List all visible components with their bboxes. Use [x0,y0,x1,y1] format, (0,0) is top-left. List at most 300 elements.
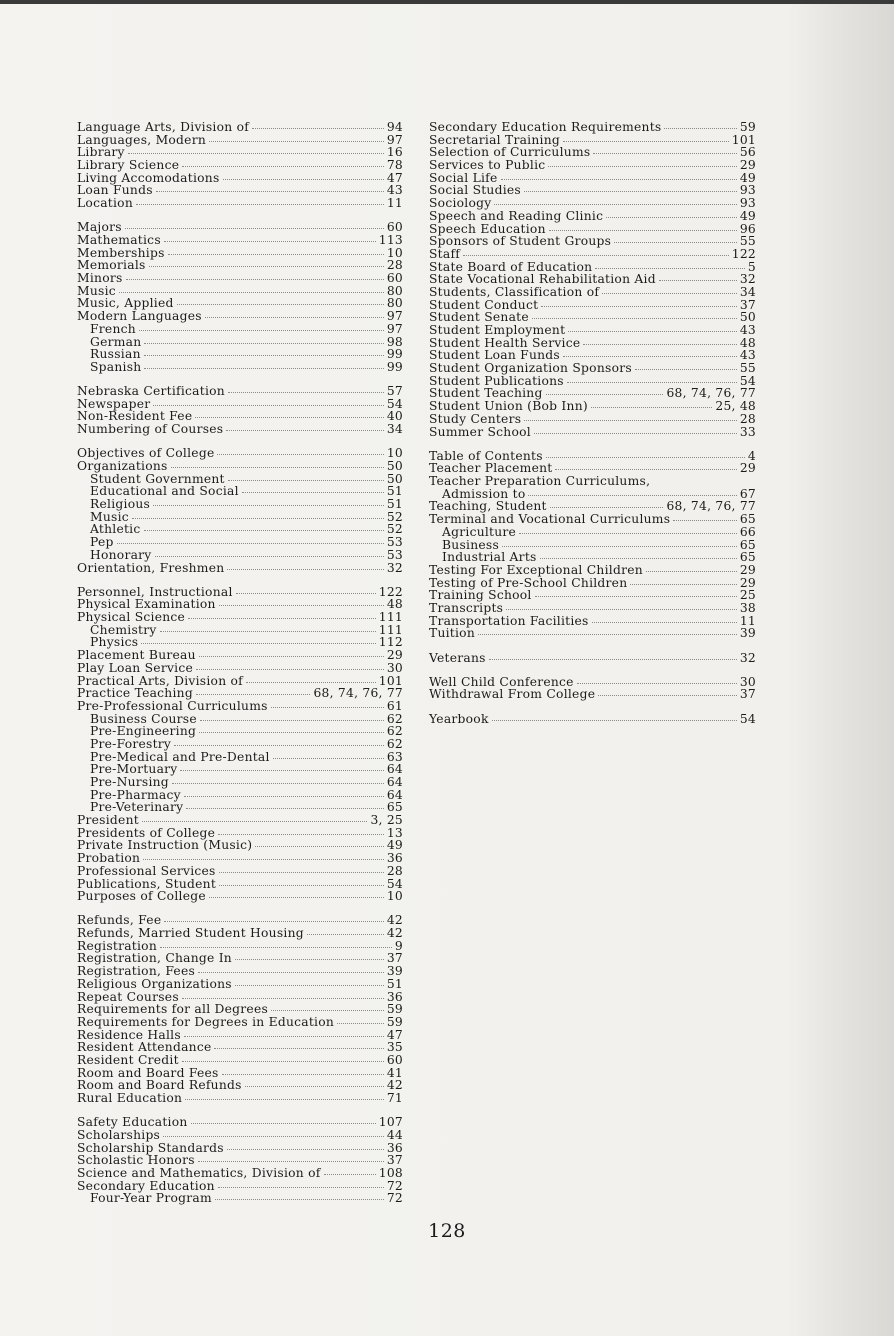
index-entry [429,615,756,628]
index-entry-label: Religious [90,497,151,512]
index-entry-page: 30 [386,660,403,675]
index-entry-page: 78 [386,158,403,173]
index-entry-label: Physical Science [77,610,186,625]
dot-leader [164,241,376,242]
index-entry [429,400,756,413]
index-entry-label: Purposes of College [77,889,206,904]
index-entry-page: 37 [386,951,403,966]
dot-leader [524,191,737,192]
index-entry-label: Yearbook [429,711,489,726]
index-entry-label: Practical Arts, Division of [77,673,243,688]
index-entry-page: 55 [739,361,756,376]
dot-leader [226,430,383,431]
dot-leader [494,204,736,205]
dot-leader [182,1061,384,1062]
index-entry-label: Orientation, Freshmen [77,560,225,575]
index-entry-page: 36 [386,989,403,1004]
index-entry [77,1003,403,1016]
dot-leader [172,783,384,784]
index-entry [429,324,756,337]
dot-leader [198,972,384,973]
index-entry-label: Athletic [90,522,141,537]
index-entry [77,361,403,374]
dot-leader [144,343,383,344]
index-entry-label: Student Organization Sponsors [429,361,632,376]
index-entry-page: 54 [386,876,403,891]
dot-leader [235,959,384,960]
index-entry-page: 60 [386,1052,403,1067]
index-entry-label: Services to Public [429,158,546,173]
index-entry-page: 65 [739,537,756,552]
dot-leader [209,141,384,142]
index-entry-page: 36 [386,851,403,866]
index-entry [429,551,756,564]
dot-leader [227,569,383,570]
index-entry [429,210,756,223]
index-entry-label: Testing of Pre-School Children [429,575,628,590]
index-entry-page: 62 [386,724,403,739]
index-entry-page: 93 [739,183,756,198]
index-entry-page: 72 [386,1178,403,1193]
dot-leader [141,643,375,644]
index-entry [77,234,403,247]
dot-leader [125,228,384,229]
dot-leader [252,128,384,129]
index-entry-page: 61 [386,698,403,713]
index-entry-label: Students, Classification of [429,284,600,299]
index-entry-page: 80 [386,296,403,311]
index-entry-page: 55 [739,234,756,249]
index-entry-label: Loan Funds [77,183,153,198]
index-entry-label: Admission to [442,486,526,501]
index-entry [77,1167,403,1180]
dot-leader [524,420,737,421]
index-entry [77,776,403,789]
dot-leader [200,720,384,721]
index-entry-page: 35 [386,1040,403,1055]
index-entry-page: 4 [747,448,756,463]
index-entry-label: Transportation Facilities [429,613,589,628]
index-entry-page: 67 [739,486,756,501]
index-entry-label: State Vocational Rehabilitation Aid [429,272,656,287]
index-entry-page: 42 [386,913,403,928]
index-entry [77,738,403,751]
index-entry-page: 48 [739,335,756,350]
index-entry-label: Spanish [90,359,142,374]
index-entry-label: Tuition [429,626,476,641]
dot-leader [478,634,737,635]
index-entry-label: Probation [77,851,141,866]
index-entry-label: Nebraska Certification [77,384,225,399]
dot-leader [664,128,736,129]
index-entry-page: 9 [394,938,403,953]
index-entry-label: Study Centers [429,411,522,426]
index-entry-label: Business Course [90,711,197,726]
dot-leader [218,834,384,835]
dot-leader [144,530,384,531]
dot-leader [196,694,310,695]
index-entry-label: Teacher Placement [429,461,553,476]
index-entry-label: Table of Contents [429,448,543,463]
index-entry-label: Objectives of College [77,446,215,461]
index-entry-label: Requirements for all Degrees [77,1002,269,1017]
index-entry-page: 93 [739,196,756,211]
index-entry-label: Physics [90,635,139,650]
index-entry-page: 60 [386,271,403,286]
index-entry-label: Safety Education [77,1115,188,1130]
index-entry-page: 64 [386,762,403,777]
index-entry-label: Pre-Nursing [90,775,169,789]
index-entry [429,235,756,248]
index-entry-page: 54 [386,396,403,411]
dot-leader [184,1036,384,1037]
dot-leader [185,1099,384,1100]
index-entry-page: 53 [386,535,403,550]
index-entry-label: Secondary Education [77,1178,215,1193]
index-entry-page: 43 [386,183,403,198]
index-entry-page: 65 [386,800,403,815]
dot-leader [126,279,384,280]
index-entry-page: 42 [386,926,403,941]
index-entry-page: 10 [386,889,403,904]
index-entry-label: Student Union (Bob Inn) [429,399,588,414]
index-entry-label: Library [77,145,125,160]
index-entry-page: 99 [386,347,403,362]
index-entry-label: Withdrawal From College [429,687,596,702]
dot-leader [205,317,384,318]
index-entry-label: Honorary [90,547,152,562]
index-entry-page: 29 [739,461,756,476]
index-entry-page: 57 [386,384,403,399]
dot-leader [214,1048,383,1049]
dot-leader [153,405,383,406]
dot-leader [142,821,368,822]
index-entry-page: 3, 25 [370,813,403,828]
dot-leader [132,518,384,519]
index-column-left [77,121,403,1205]
index-entry-label: Music [90,509,129,524]
index-entry [429,602,756,615]
dot-leader [646,571,737,572]
index-entry-label: Sociology [429,196,492,211]
index-entry-label: Presidents of College [77,825,216,840]
index-entry-label: Russian [90,347,141,362]
index-entry [429,652,756,665]
dot-leader [219,872,384,873]
index-entry-label: Rural Education [77,1091,183,1105]
index-entry-label: Teacher Preparation Curriculums, [429,474,651,489]
index-entry-label: German [90,334,142,349]
index-entry-label: Agriculture [442,524,517,539]
index-entry-page: 51 [386,484,403,499]
index-entry [77,197,403,210]
dot-leader [519,533,737,534]
dot-leader [218,1187,384,1188]
index-entry [77,965,403,978]
dot-leader [180,770,383,771]
index-entry-label: Physical Examination [77,597,216,612]
index-entry [77,890,403,903]
index-entry-label: Secretarial Training [429,132,560,147]
dot-leader [489,659,737,660]
index-entry [429,413,756,426]
dot-leader [245,1086,384,1087]
dot-leader [235,985,384,986]
index-entry-page: 54 [739,711,756,726]
dot-leader [128,153,384,154]
index-entry-label: Terminal and Vocational Curriculums [429,512,671,527]
index-entry [429,713,756,726]
dot-leader [117,543,384,544]
index-entry-label: Non-Resident Fee [77,409,193,424]
index-entry-label: Student Teaching [429,386,543,401]
index-entry-label: Registration [77,938,157,953]
index-entry-page: 101 [731,132,756,147]
index-entry-label: Music [77,283,116,298]
dot-leader [156,191,384,192]
index-entry-page: 66 [739,524,756,539]
index-entry [429,248,756,261]
dot-leader [598,695,737,696]
index-entry-page: 5 [747,259,756,274]
index-entry-page: 10 [386,446,403,461]
index-entry-page: 50 [386,471,403,486]
dot-leader [199,732,384,733]
index-entry-label: Student Loan Funds [429,348,560,363]
index-entry-page: 32 [739,272,756,287]
index-entry-page: 50 [386,459,403,473]
dot-leader [593,153,736,154]
index-entry [429,121,756,134]
index-column-right [429,121,756,725]
dot-leader [160,631,376,632]
index-entry-label: Social Studies [429,183,521,198]
dot-leader [227,1149,384,1150]
index-entry [77,536,403,549]
index-entry-label: Selection of Curriculums [429,145,591,160]
dot-leader [155,556,384,557]
dot-leader [568,331,737,332]
dot-leader [182,166,384,167]
dot-leader [606,217,737,218]
index-entry-label: Science and Mathematics, Division of [77,1165,321,1180]
index-entry-page: 39 [386,964,403,979]
index-entry [77,423,403,436]
index-entry [429,688,756,701]
index-entry-page: 60 [386,220,403,235]
index-entry-page: 16 [386,145,403,160]
dot-leader [583,344,736,345]
dot-leader [242,492,384,493]
page-number: 128 [428,1220,466,1242]
index-entry-label: Pre-Veterinary [90,800,184,815]
index-entry-label: Business [442,537,500,552]
index-entry-page: 101 [378,673,403,688]
index-entry-page: 34 [386,422,403,437]
index-entry [429,362,756,375]
dot-leader [196,669,384,670]
index-entry-page: 34 [739,284,756,299]
index-entry-page: 62 [386,736,403,751]
index-entry-label: Practice Teaching [77,686,193,701]
index-entry-label: Language Arts, Division of [77,120,250,134]
dot-leader [546,457,745,458]
index-entry-label: Memberships [77,245,165,260]
dot-leader [501,179,737,180]
index-entry-label: Student Health Service [429,335,581,350]
dot-leader [171,467,384,468]
dot-leader [673,520,737,521]
index-entry [77,310,403,323]
index-entry [77,687,403,700]
index-entry-page: 111 [378,622,403,637]
index-entry-label: State Board of Education [429,259,593,274]
index-entry-page: 47 [386,170,403,185]
index-entry [77,1129,403,1142]
dot-leader [307,934,384,935]
index-entry-label: President [77,813,139,828]
dot-leader [164,921,384,922]
index-entry-label: Personnel, Instructional [77,584,233,599]
index-entry-label: Minors [77,271,123,286]
index-entry-page: 97 [386,132,403,147]
index-entry [77,649,403,662]
index-entry-label: Educational and Social [90,484,239,499]
index-entry [77,323,403,336]
index-entry-label: Industrial Arts [442,550,537,565]
index-entry-label: Play Loan Service [77,660,193,675]
index-entry-label: Veterans [429,650,486,665]
index-entry [77,852,403,865]
dot-leader [144,355,384,356]
index-entry-page: 37 [739,297,756,312]
index-entry-page: 59 [739,120,756,134]
dot-leader [534,433,737,434]
index-entry-page: 97 [386,321,403,336]
index-entry-label: Pre-Forestry [90,736,172,751]
index-entry-page: 72 [386,1191,403,1206]
dot-leader [463,255,729,256]
dot-leader [591,407,712,408]
index-entry-page: 25, 48 [715,399,756,414]
index-entry-page: 37 [739,687,756,702]
dot-leader [563,356,737,357]
index-entry-page: 62 [386,711,403,726]
index-entry-page: 29 [386,648,403,663]
index-entry-label: Room and Board Fees [77,1065,219,1080]
index-entry-label: Modern Languages [77,309,202,324]
index-entry-label: Living Accomodations [77,170,220,185]
index-entry [77,562,403,575]
index-entry-label: Placement Bureau [77,648,196,663]
dot-leader [595,268,745,269]
index-entry-page: 36 [386,1140,403,1155]
index-entry-label: Resident Attendance [77,1040,212,1055]
index-entry-label: Library Science [77,158,180,173]
dot-leader [528,495,736,496]
index-entry-page: 25 [739,588,756,603]
index-entry [77,662,403,675]
index-entry-page: 64 [386,787,403,802]
index-entry [429,286,756,299]
index-entry-page: 68, 74, 76, 77 [313,686,403,701]
index-entry-page: 32 [386,560,403,575]
index-entry-label: Location [77,196,133,211]
index-entry [77,1192,403,1205]
index-entry-page: 11 [739,613,756,628]
index-entry-label: Scholarship Standards [77,1140,224,1155]
index-entry-label: Summer School [429,424,531,439]
index-entry-page: 122 [731,246,756,261]
index-entry [77,385,403,398]
dot-leader [199,656,384,657]
index-entry-page: 49 [739,208,756,223]
dot-leader [153,505,384,506]
dot-leader [188,618,376,619]
index-entry-label: Resident Credit [77,1052,179,1067]
index-entry-page: 29 [739,562,756,577]
index-entry-label: Chemistry [90,622,157,637]
dot-leader [163,1136,384,1137]
index-entry-label: Pre-Pharmacy [90,787,181,802]
index-entry-label: Pre-Medical and Pre-Dental [90,749,270,764]
index-entry [77,865,403,878]
dot-leader [532,318,737,319]
dot-leader [555,469,736,470]
index-entry-label: Registration, Change In [77,951,232,966]
dot-leader [219,605,384,606]
dot-leader [222,1074,384,1075]
dot-leader [177,304,384,305]
dot-leader [324,1174,376,1175]
dot-leader [174,745,384,746]
index-entry-label: Student Government [90,471,225,486]
index-entry-label: Speech and Reading Clinic [429,208,604,223]
dot-leader [337,1023,384,1024]
dot-leader [217,454,383,455]
dot-leader [236,593,376,594]
dot-leader [119,292,384,293]
index-entry-page: 13 [386,825,403,840]
dot-leader [602,293,737,294]
index-entry-label: Organizations [77,459,168,473]
index-entry-label: Repeat Courses [77,989,179,1004]
index-entry-page: 40 [386,409,403,424]
index-entry-page: 71 [386,1091,403,1105]
index-entry [77,460,403,473]
index-entry-label: Memorials [77,258,146,273]
index-entry-page: 68, 74, 76, 77 [666,499,756,514]
dot-leader [273,758,384,759]
dot-leader [549,230,737,231]
index-entry-page: 96 [739,221,756,236]
index-entry [77,549,403,562]
index-entry-label: Pre-Engineering [90,724,197,739]
index-entry [429,526,756,539]
index-entry-label: Scholarships [77,1127,161,1142]
index-entry-page: 99 [386,359,403,374]
dot-leader [139,330,384,331]
dot-leader [186,808,384,809]
index-entry [77,348,403,361]
index-entry-label: Mathematics [77,233,161,247]
index-entry-page: 80 [386,283,403,298]
dot-leader [136,204,384,205]
index-entry-label: Music, Applied [77,296,174,311]
index-entry [77,978,403,991]
index-entry-page: 44 [386,1127,403,1142]
index-entry-label: French [90,321,136,336]
